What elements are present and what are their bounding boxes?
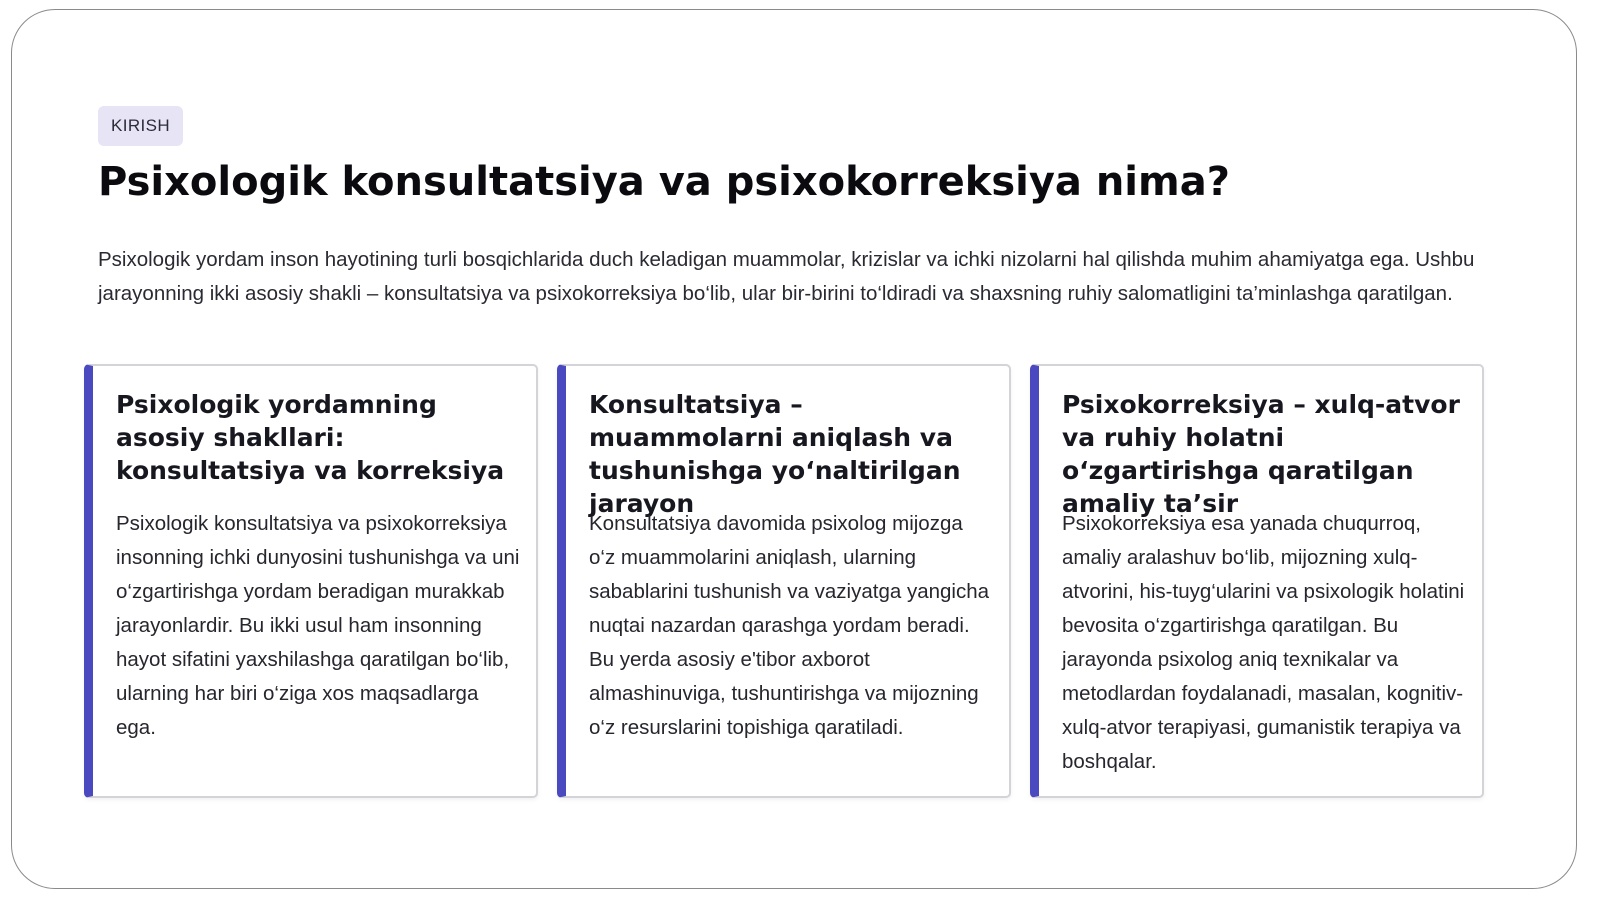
card-text: Psixologik konsultatsiya va psixokorreksiya insonning ichki dunyosini tushunishga va uni o‘zgartirishga yordam beradigan murakkab jarayonlardir. Bu ikki usul ham insonning hayot sifatini yaxshilashga qaratilgan bo‘lib, ularning har biri o‘ziga xos maqsadlarga ega. (116, 512, 520, 739)
card-consultation (557, 364, 1011, 798)
section-tag: KIRISH (98, 106, 183, 146)
intro-paragraph: Psixologik yordam inson hayotining turli bosqichlarida duch keladigan muammolar, krizislar va ichki nizolarni hal qilishda muhim ahamiyatga ega. Ushbu jarayonning ikki asosiy shakli – konsultatsiya va psixokorreksiya bo‘lib, ular bir-birini to‘ldiradi va shaxsning ruhiy salomatligini ta’minlashga qaratilgan. (98, 248, 1475, 305)
card-psychocorrection (1030, 364, 1484, 798)
slide-frame (11, 9, 1577, 889)
page-title: Psixologik konsultatsiya va psixokorreksiya nima? (98, 159, 1230, 205)
card-text: Konsultatsiya davomida psixolog mijozga o‘z muammolarini aniqlash, ularning sabablarini tushunish va vaziyatga yangicha nuqtai nazardan qarashga yordam beradi. Bu yerda asosiy e'tibor axborot almashinuviga, tushuntirishga va mijozning o‘z resurslarini topishiga qaratiladi. (589, 512, 990, 739)
card-forms (84, 364, 538, 798)
card-text: Psixokorreksiya esa yanada chuqurroq, amaliy aralashuv bo‘lib, mijozning xulq-atvorini, his-tuyg‘ularini va psixologik holatini bevosita o‘zgartirishga qaratilgan. Bu jarayonda psixolog aniq texnikalar va metodlardan foydalanadi, masalan, kognitiv-xulq-atvor terapiyasi, gumanistik terapiya va boshqalar. (1062, 512, 1465, 773)
card-title: Psixokorreksiya – xulq-atvor va ruhiy holatni o‘zgartirishga qaratilgan amaliy ta’sir (1062, 390, 1460, 518)
card-title: Psixologik yordamning asosiy shakllari: konsultatsiya va korreksiya (116, 390, 505, 485)
card-title: Konsultatsiya – muammolarni aniqlash va tushunishga yo‘naltirilgan jarayon (589, 390, 961, 518)
